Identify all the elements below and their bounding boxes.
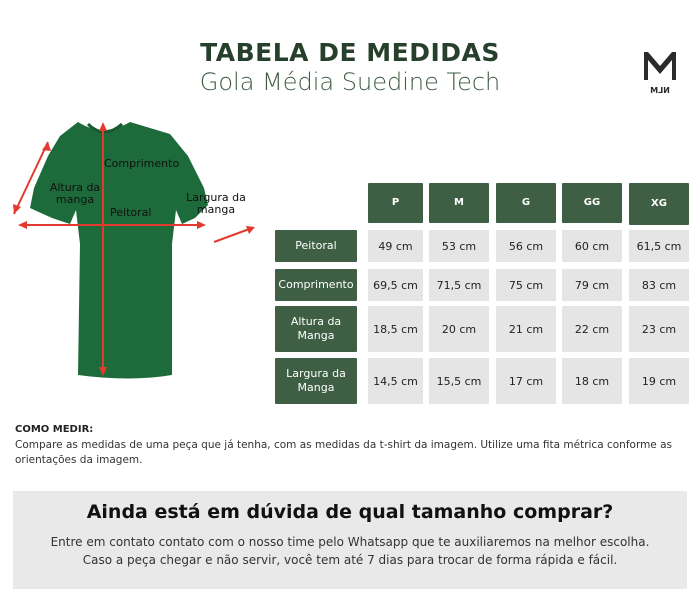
table-cell: 22 cm [562, 306, 622, 352]
table-cell: 83 cm [629, 269, 689, 301]
table-cell: 23 cm [629, 306, 689, 352]
label-comprimento: Comprimento [104, 157, 180, 170]
label-altura-manga: Altura da manga [49, 181, 101, 206]
table-cell: 71,5 cm [429, 269, 489, 301]
row-label: Comprimento [275, 269, 357, 301]
row-label: Altura da Manga [275, 306, 357, 352]
size-header-m: M [429, 183, 489, 223]
table-cell: 79 cm [562, 269, 622, 301]
svg-text:NLM: NLM [650, 86, 670, 95]
row-label: Largura da Manga [275, 358, 357, 404]
table-cell: 53 cm [429, 230, 489, 262]
help-banner [13, 491, 687, 589]
table-cell: 19 cm [629, 358, 689, 404]
tshirt-diagram [0, 110, 270, 400]
table-cell: 69,5 cm [368, 269, 423, 301]
table-cell: 75 cm [496, 269, 556, 301]
table-cell: 21 cm [496, 306, 556, 352]
label-peitoral: Peitoral [110, 206, 152, 219]
banner-line-2: Caso a peça chegar e não servir, você tem até 7 dias para trocar de forma rápida e fácil. [82, 553, 618, 567]
banner-line-1: Entre em contato contato com o nosso time pelo Whatsapp que te auxiliaremos na melhor escolha. [50, 535, 650, 549]
size-header-gg: GG [562, 183, 622, 223]
table-cell: 20 cm [429, 306, 489, 352]
banner-title: Ainda está em dúvida de qual tamanho comprar? [86, 501, 614, 523]
table-cell: 15,5 cm [429, 358, 489, 404]
row-label: Peitoral [275, 230, 357, 262]
table-cell: 14,5 cm [368, 358, 423, 404]
size-header-g: G [496, 183, 556, 223]
table-cell: 60 cm [562, 230, 622, 262]
banner-text [13, 533, 687, 569]
size-header-p: P [368, 183, 423, 223]
how-to-text: Compare as medidas de uma peça que já tenha, com as medidas da t-shirt da imagem. Utilize uma fita métrica conforme as orientações da imagem. [15, 439, 673, 466]
size-header-xg: XG [629, 183, 689, 225]
table-cell: 17 cm [496, 358, 556, 404]
how-to-title: COMO MEDIR: [15, 424, 94, 435]
page-subtitle: Gola Média Suedine Tech [199, 68, 501, 96]
table-cell: 18,5 cm [368, 306, 423, 352]
label-largura-manga: Largura da manga [186, 191, 246, 216]
table-cell: 49 cm [368, 230, 423, 262]
tshirt-illustration [0, 110, 270, 400]
table-cell: 61,5 cm [629, 230, 689, 262]
table-cell: 56 cm [496, 230, 556, 262]
brand-logo [640, 48, 680, 96]
table-cell: 18 cm [562, 358, 622, 404]
page-title: TABELA DE MEDIDAS [200, 38, 500, 67]
